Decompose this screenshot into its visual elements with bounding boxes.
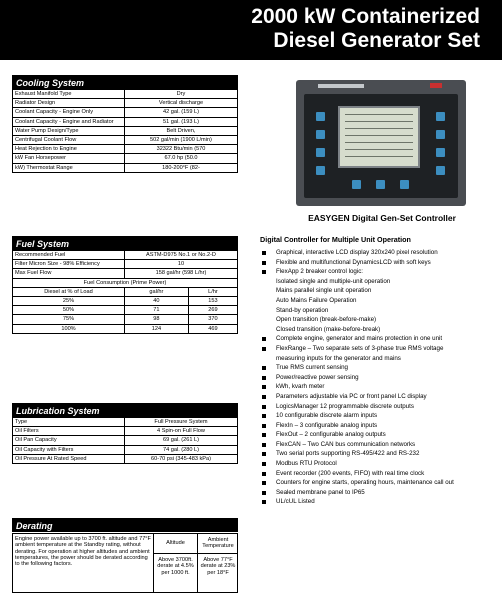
controller-softkey — [316, 166, 325, 175]
feature-item: Stand-by operation — [276, 306, 329, 314]
cooling-spec-label: kW Fan Horsepower — [13, 154, 125, 163]
fuel-consumption-cell: 40 — [125, 297, 189, 306]
cooling-spec-row — [13, 90, 238, 99]
fuel-consumption-header-row — [13, 287, 238, 296]
controller-softkey — [436, 166, 445, 175]
cooling-spec-label: Heat Rejection to Engine — [13, 145, 125, 154]
lubrication-spec-label: Oil Filters — [13, 427, 125, 436]
controller-photo — [296, 80, 466, 206]
lubrication-spec-value: 74 gal. (280 L) — [125, 445, 238, 454]
feature-item: Event recorder (200 events, FIFO) with real time clock — [260, 469, 500, 479]
title-line-2: Diesel Generator Set — [273, 29, 480, 52]
feature-item: LogicsManager 12 programmable discrete outputs — [260, 402, 500, 412]
cooling-spec-value: 51 gal. (193 L) — [125, 117, 238, 126]
fuel-system-table — [12, 250, 238, 334]
cooling-spec-label: Water Pump Design/Type — [13, 126, 125, 135]
controller-status-led — [430, 83, 442, 88]
cooling-spec-value: 32322 Btu/min (570 — [125, 145, 238, 154]
fuel-consumption-cell: 98 — [125, 315, 189, 324]
fuel-consumption-header: L/hr — [188, 287, 237, 296]
feature-item: Graphical, interactive LCD display 320x240 pixel resolution — [260, 248, 500, 258]
features-title: Digital Controller for Multiple Unit Operation — [260, 235, 411, 244]
cooling-spec-value: Belt Driven, — [125, 126, 238, 135]
lubrication-spec-value: Full Pressure System — [125, 418, 238, 427]
document-title — [0, 0, 502, 60]
lubrication-spec-row — [13, 445, 238, 454]
fuel-consumption-row — [13, 306, 238, 315]
cooling-spec-value: 67.0 hp (50.0 — [125, 154, 238, 163]
feature-item: Closed transition (make-before-break) — [276, 325, 381, 333]
lubrication-spec-row — [13, 436, 238, 445]
fuel-consumption-row — [13, 297, 238, 306]
controller-softkey — [352, 180, 361, 189]
cooling-system-table — [12, 89, 238, 173]
cooling-spec-value: 502 gal/min (1900 L/min) — [125, 136, 238, 145]
derating-box — [12, 533, 238, 593]
derating-altitude-column — [153, 534, 197, 592]
fuel-consumption-cell: 75% — [13, 315, 125, 324]
fuel-consumption-cell: 124 — [125, 324, 189, 333]
feature-item: Two serial ports supporting RS-495/422 and RS-232 — [260, 449, 500, 459]
feature-item: Mains parallel single unit operation — [276, 287, 372, 295]
feature-item: Complete engine, generator and mains protection in one unit — [260, 334, 500, 344]
feature-item: FlexCAN – Two CAN bus communication networks — [260, 440, 500, 450]
title-line-1: 2000 kW Containerized — [251, 5, 480, 28]
controller-softkey — [436, 130, 445, 139]
lubrication-spec-label: Type — [13, 418, 125, 427]
lubrication-spec-row — [13, 454, 238, 463]
cooling-system-heading: Cooling System — [12, 75, 238, 89]
controller-softkey — [436, 112, 445, 121]
derating-altitude-header: Altitude — [154, 534, 197, 554]
lubrication-spec-label: Oil Capacity with Filters — [13, 445, 125, 454]
cooling-spec-value: Vertical discharge — [125, 99, 238, 108]
controller-brand-plate — [318, 84, 364, 88]
feature-item: FlexRange – Two separate sets of 3-phase true RMS voltage — [260, 344, 500, 354]
feature-item: Isolated single and multiple-unit operation — [276, 277, 391, 285]
cooling-spec-label: Centrifugal Coolant Flow — [13, 136, 125, 145]
fuel-consumption-cell: 71 — [125, 306, 189, 315]
fuel-consumption-header: Diesel at % of Load — [13, 287, 125, 296]
feature-item: Modbus RTU Protocol — [260, 459, 500, 469]
feature-item: FlexIn – 3 configurable analog inputs — [260, 421, 500, 431]
cooling-spec-row — [13, 117, 238, 126]
fuel-spec-label: Filter Micron Size - 98% Efficiency — [13, 260, 125, 269]
cooling-spec-row — [13, 126, 238, 135]
feature-item: Open transition (break-before-make) — [276, 316, 377, 324]
derating-temperature-header: Ambient Temperature — [198, 534, 238, 554]
controller-softkey — [400, 180, 409, 189]
fuel-consumption-cell: 50% — [13, 306, 125, 315]
feature-item: Auto Mains Failure Operation — [276, 296, 357, 304]
fuel-spec-value: ASTM-D975 No.1 or No.2-D — [125, 251, 238, 260]
fuel-consumption-title: Fuel Consumption (Prime Power) — [13, 278, 238, 287]
fuel-consumption-cell: 370 — [188, 315, 237, 324]
fuel-consumption-title-row — [13, 278, 238, 287]
fuel-consumption-cell: 100% — [13, 324, 125, 333]
fuel-spec-row — [13, 260, 238, 269]
cooling-spec-label: Radiator Design — [13, 99, 125, 108]
feature-item: 10 configurable discrete alarm inputs — [260, 411, 500, 421]
fuel-consumption-cell: 25% — [13, 297, 125, 306]
fuel-consumption-cell: 153 — [188, 297, 237, 306]
lubrication-system-table — [12, 417, 238, 464]
fuel-consumption-row — [13, 324, 238, 333]
fuel-spec-value: 10 — [125, 260, 238, 269]
lubrication-spec-label: Oil Pan Capacity — [13, 436, 125, 445]
lubrication-spec-label: Oil Pressure At Rated Speed — [13, 454, 125, 463]
cooling-spec-row — [13, 163, 238, 172]
cooling-spec-label: Exhaust Manifold Type — [13, 90, 125, 99]
lubrication-spec-value: 4 Spin-on Full Flow — [125, 427, 238, 436]
fuel-spec-row — [13, 251, 238, 260]
lubrication-spec-value: 69 gal. (261 L) — [125, 436, 238, 445]
fuel-consumption-cell: 469 — [188, 324, 237, 333]
fuel-spec-label: Max Fuel Flow — [13, 269, 125, 278]
feature-item: Power/reactive power sensing — [260, 373, 500, 383]
derating-text: Engine power available up to 3700 ft. altitude and 77°F ambient temperature at the Standby rating, without derating. For operation at higher altitudes and ambient temperatures, the power should be derated according to the following factors. — [15, 536, 151, 568]
derating-temperature-column — [197, 534, 238, 592]
controller-lcd-screen — [338, 106, 420, 168]
cooling-spec-row — [13, 99, 238, 108]
controller-softkey — [316, 148, 325, 157]
controller-softkey — [316, 112, 325, 121]
lubrication-spec-row — [13, 427, 238, 436]
cooling-spec-row — [13, 154, 238, 163]
feature-item: FlexApp 2 breaker control logic: — [260, 267, 500, 277]
controller-softkey — [436, 148, 445, 157]
feature-item: measuring inputs for the generator and mains — [276, 354, 401, 362]
derating-altitude-value: Above 3700ft. derate at 4.5% per 1000 ft. — [157, 557, 194, 576]
feature-item: FlexOut – 2 configurable analog outputs — [260, 430, 500, 440]
fuel-system-heading: Fuel System — [12, 236, 238, 250]
feature-item: Sealed membrane panel to IP65 — [260, 488, 500, 498]
feature-item: UL/cUL Listed — [260, 497, 500, 507]
lubrication-spec-row — [13, 418, 238, 427]
feature-item: Flexible and multifunctional DynamicsLCD with soft keys — [260, 258, 500, 268]
fuel-consumption-header: gal/hr — [125, 287, 189, 296]
controller-softkey — [376, 180, 385, 189]
cooling-spec-row — [13, 136, 238, 145]
fuel-spec-label: Recommended Fuel — [13, 251, 125, 260]
cooling-spec-label: Coolant Capacity - Engine Only — [13, 108, 125, 117]
cooling-spec-value: Dry — [125, 90, 238, 99]
cooling-spec-value: 42 gal. (159 L) — [125, 108, 238, 117]
cooling-spec-value: 180-200°F (82- — [125, 163, 238, 172]
features-list — [260, 248, 500, 507]
controller-caption: EASYGEN Digital Gen-Set Controller — [308, 213, 456, 223]
derating-temperature-value: Above 77°F derate at 23% per 18°F — [200, 557, 236, 576]
lubrication-system-heading: Lubrication System — [12, 403, 238, 417]
fuel-consumption-row — [13, 315, 238, 324]
cooling-spec-row — [13, 145, 238, 154]
feature-item: True RMS current sensing — [260, 363, 500, 373]
feature-item: Parameters adjustable via PC or front panel LC display — [260, 392, 500, 402]
cooling-spec-row — [13, 108, 238, 117]
derating-heading: Derating — [12, 518, 238, 532]
fuel-spec-value: 158 gal/hr (598 L/hr) — [125, 269, 238, 278]
fuel-consumption-cell: 269 — [188, 306, 237, 315]
controller-softkey — [316, 130, 325, 139]
cooling-spec-label: Coolant Capacity - Engine and Radiator — [13, 117, 125, 126]
fuel-spec-row — [13, 269, 238, 278]
feature-item: Counters for engine starts, operating hours, maintenance call out — [260, 478, 500, 488]
feature-item: kWh, kvarh meter — [260, 382, 500, 392]
lubrication-spec-value: 60-70 psi (345-483 kPa) — [125, 454, 238, 463]
cooling-spec-label: kW) Thermostat Range — [13, 163, 125, 172]
